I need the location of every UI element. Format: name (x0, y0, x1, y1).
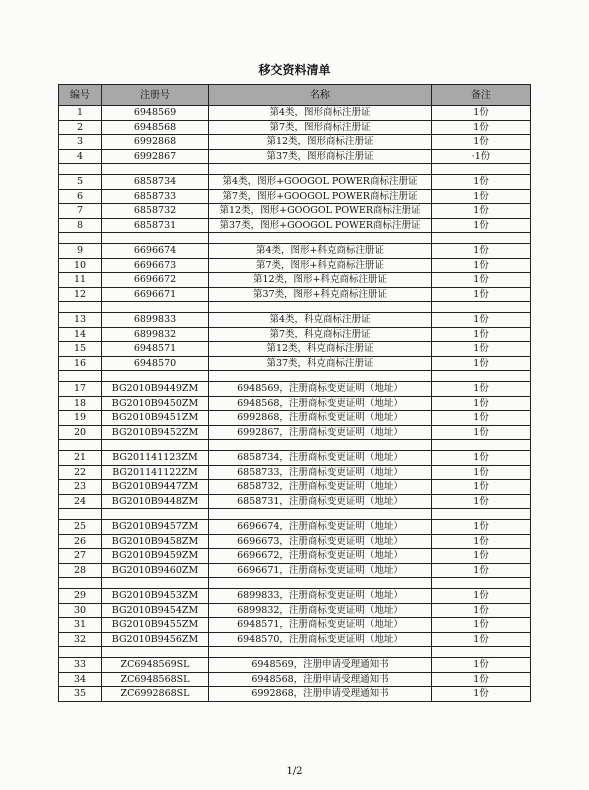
table-row (59, 396, 531, 411)
cell-registration-number: 6696672 (102, 273, 209, 288)
cell-registration-number: 6858734 (102, 175, 209, 190)
cell-registration-number: BG2010B9460ZM (102, 563, 209, 578)
empty-cell (209, 578, 432, 589)
table-row (59, 218, 531, 233)
empty-cell (59, 302, 102, 313)
group-separator-row (59, 647, 531, 658)
cell-name: 第12类，科克商标注册证 (209, 342, 432, 357)
cell-note: 1份 (432, 534, 531, 549)
cell-number: 2 (59, 120, 102, 135)
cell-number: 35 (59, 687, 102, 702)
cell-registration-number: 6899833 (102, 313, 209, 328)
cell-registration-number: 6992867 (102, 149, 209, 164)
cell-name: 第37类，科克商标注册证 (209, 356, 432, 371)
cell-note: 1份 (432, 135, 531, 150)
cell-number: 34 (59, 672, 102, 687)
table-row (59, 382, 531, 397)
table-row (59, 618, 531, 633)
cell-name: 6858731，注册商标变更证明（地址） (209, 494, 432, 509)
table-row (59, 244, 531, 259)
table-row (59, 189, 531, 204)
cell-number: 1 (59, 106, 102, 121)
cell-number: 15 (59, 342, 102, 357)
empty-cell (432, 509, 531, 520)
cell-note: 1份 (432, 520, 531, 535)
empty-cell (59, 578, 102, 589)
empty-cell (209, 371, 432, 382)
empty-cell (209, 440, 432, 451)
cell-registration-number: BG2010B9456ZM (102, 632, 209, 647)
page-number: 1/2 (286, 766, 303, 777)
table-row (59, 549, 531, 564)
table-row (59, 632, 531, 647)
cell-registration-number: BG2010B9448ZM (102, 494, 209, 509)
table-row (59, 204, 531, 219)
cell-name: 6992868，注册商标变更证明（地址） (209, 411, 432, 426)
cell-name: 6899833，注册商标变更证明（地址） (209, 589, 432, 604)
cell-number: 10 (59, 258, 102, 273)
cell-note: 1份 (432, 603, 531, 618)
table-row (59, 672, 531, 687)
cell-name: 第12类，图形+GOOGOL POWER商标注册证 (209, 204, 432, 219)
empty-cell (432, 440, 531, 451)
cell-note: 1份 (432, 465, 531, 480)
cell-registration-number: BG2010B9454ZM (102, 603, 209, 618)
cell-name: 6948569，注册商标变更证明（地址） (209, 382, 432, 397)
cell-note: 1份 (432, 632, 531, 647)
cell-number: 24 (59, 494, 102, 509)
cell-name: 第7类，科克商标注册证 (209, 327, 432, 342)
empty-cell (102, 509, 209, 520)
table-row (59, 149, 531, 164)
cell-note: 1份 (432, 672, 531, 687)
empty-cell (102, 371, 209, 382)
cell-note: 1份 (432, 494, 531, 509)
cell-name: 6992868，注册申请受理通知书 (209, 687, 432, 702)
header-number: 编号 (59, 85, 102, 106)
cell-registration-number: 6948568 (102, 120, 209, 135)
cell-note: 1份 (432, 382, 531, 397)
cell-note: 1份 (432, 589, 531, 604)
cell-number: 26 (59, 534, 102, 549)
cell-number: 5 (59, 175, 102, 190)
cell-name: 6858733，注册商标变更证明（地址） (209, 465, 432, 480)
cell-note: 1份 (432, 287, 531, 302)
cell-registration-number: 6948569 (102, 106, 209, 121)
cell-registration-number: ZC6948569SL (102, 658, 209, 673)
empty-cell (102, 164, 209, 175)
cell-note: 1份 (432, 120, 531, 135)
cell-note: 1份 (432, 396, 531, 411)
cell-note: 1份 (432, 244, 531, 259)
header-note: 备注 (432, 85, 531, 106)
cell-number: 25 (59, 520, 102, 535)
empty-cell (209, 509, 432, 520)
cell-note: 1份 (432, 411, 531, 426)
cell-number: 20 (59, 425, 102, 440)
cell-number: 19 (59, 411, 102, 426)
empty-cell (209, 647, 432, 658)
cell-note: 1份 (432, 189, 531, 204)
cell-registration-number: 6948571 (102, 342, 209, 357)
group-separator-row (59, 302, 531, 313)
cell-name: 6858734，注册商标变更证明（地址） (209, 451, 432, 466)
cell-registration-number: 6858733 (102, 189, 209, 204)
cell-number: 27 (59, 549, 102, 564)
cell-name: 6696671，注册商标变更证明（地址） (209, 563, 432, 578)
table-row (59, 106, 531, 121)
cell-number: 31 (59, 618, 102, 633)
cell-number: 28 (59, 563, 102, 578)
table-row (59, 175, 531, 190)
empty-cell (432, 302, 531, 313)
table-row (59, 589, 531, 604)
empty-cell (102, 647, 209, 658)
cell-registration-number: BG2010B9451ZM (102, 411, 209, 426)
cell-number: 3 (59, 135, 102, 150)
table-row (59, 356, 531, 371)
table-row (59, 287, 531, 302)
group-separator-row (59, 440, 531, 451)
group-separator-row (59, 233, 531, 244)
cell-number: 14 (59, 327, 102, 342)
table-row (59, 411, 531, 426)
cell-registration-number: BG2010B9458ZM (102, 534, 209, 549)
empty-cell (209, 233, 432, 244)
cell-note: ·1份 (432, 149, 531, 164)
empty-cell (102, 233, 209, 244)
table-row (59, 603, 531, 618)
empty-cell (432, 647, 531, 658)
cell-name: 第7类，图形+GOOGOL POWER商标注册证 (209, 189, 432, 204)
cell-note: 1份 (432, 451, 531, 466)
cell-number: 29 (59, 589, 102, 604)
cell-note: 1份 (432, 342, 531, 357)
cell-number: 7 (59, 204, 102, 219)
cell-name: 6992867，注册商标变更证明（地址） (209, 425, 432, 440)
cell-note: 1份 (432, 425, 531, 440)
cell-name: 第37类，图形+科克商标注册证 (209, 287, 432, 302)
cell-registration-number: BG2010B9455ZM (102, 618, 209, 633)
cell-number: 13 (59, 313, 102, 328)
cell-name: 第4类，图形+GOOGOL POWER商标注册证 (209, 175, 432, 190)
cell-name: 第4类，图形+科克商标注册证 (209, 244, 432, 259)
cell-name: 6696672，注册商标变更证明（地址） (209, 549, 432, 564)
group-separator-row (59, 578, 531, 589)
cell-note: 1份 (432, 273, 531, 288)
cell-note: 1份 (432, 658, 531, 673)
cell-number: 30 (59, 603, 102, 618)
cell-name: 6696674，注册商标变更证明（地址） (209, 520, 432, 535)
cell-number: 4 (59, 149, 102, 164)
empty-cell (102, 440, 209, 451)
cell-name: 6948570，注册商标变更证明（地址） (209, 632, 432, 647)
table-row (59, 563, 531, 578)
empty-cell (432, 233, 531, 244)
group-separator-row (59, 509, 531, 520)
empty-cell (432, 578, 531, 589)
cell-number: 22 (59, 465, 102, 480)
cell-name: 第12类，图形+科克商标注册证 (209, 273, 432, 288)
cell-number: 8 (59, 218, 102, 233)
cell-registration-number: 6696671 (102, 287, 209, 302)
table-row (59, 327, 531, 342)
cell-registration-number: 6899832 (102, 327, 209, 342)
cell-registration-number: BG2010B9453ZM (102, 589, 209, 604)
transfer-list-table (58, 84, 531, 702)
group-separator-row (59, 164, 531, 175)
cell-note: 1份 (432, 618, 531, 633)
cell-number: 18 (59, 396, 102, 411)
document-title: 移交资料清单 (258, 63, 331, 77)
header-registration-number: 注册号 (102, 85, 209, 106)
empty-cell (59, 440, 102, 451)
cell-note: 1份 (432, 106, 531, 121)
cell-note: 1份 (432, 563, 531, 578)
cell-registration-number: 6696674 (102, 244, 209, 259)
cell-name: 第37类，图形商标注册证 (209, 149, 432, 164)
group-separator-row (59, 371, 531, 382)
cell-registration-number: 6858731 (102, 218, 209, 233)
empty-cell (59, 233, 102, 244)
table-row (59, 120, 531, 135)
cell-name: 第4类，科克商标注册证 (209, 313, 432, 328)
table-row (59, 342, 531, 357)
cell-registration-number: BG2010B9449ZM (102, 382, 209, 397)
empty-cell (209, 302, 432, 313)
table-body (59, 106, 531, 702)
table-row (59, 135, 531, 150)
cell-number: 16 (59, 356, 102, 371)
empty-cell (102, 578, 209, 589)
cell-registration-number: ZC6948568SL (102, 672, 209, 687)
cell-name: 6948568，注册申请受理通知书 (209, 672, 432, 687)
table-row (59, 258, 531, 273)
table-row (59, 425, 531, 440)
table-row (59, 687, 531, 702)
cell-name: 6899832，注册商标变更证明（地址） (209, 603, 432, 618)
cell-registration-number: BG201141123ZM (102, 451, 209, 466)
cell-name: 6696673，注册商标变更证明（地址） (209, 534, 432, 549)
table-row (59, 313, 531, 328)
cell-registration-number: BG201141122ZM (102, 465, 209, 480)
cell-registration-number: 6858732 (102, 204, 209, 219)
table-header-row (59, 85, 531, 106)
cell-note: 1份 (432, 687, 531, 702)
empty-cell (59, 164, 102, 175)
empty-cell (59, 509, 102, 520)
cell-note: 1份 (432, 204, 531, 219)
cell-number: 21 (59, 451, 102, 466)
cell-name: 6948571，注册商标变更证明（地址） (209, 618, 432, 633)
cell-number: 32 (59, 632, 102, 647)
cell-registration-number: 6992868 (102, 135, 209, 150)
table-row (59, 451, 531, 466)
cell-name: 第12类，图形商标注册证 (209, 135, 432, 150)
cell-number: 6 (59, 189, 102, 204)
cell-note: 1份 (432, 258, 531, 273)
cell-number: 23 (59, 480, 102, 495)
cell-name: 第37类，图形+GOOGOL POWER商标注册证 (209, 218, 432, 233)
cell-number: 17 (59, 382, 102, 397)
cell-name: 6948568，注册商标变更证明（地址） (209, 396, 432, 411)
table-row (59, 480, 531, 495)
cell-note: 1份 (432, 356, 531, 371)
table-row (59, 658, 531, 673)
empty-cell (102, 302, 209, 313)
header-name: 名称 (209, 85, 432, 106)
cell-number: 9 (59, 244, 102, 259)
empty-cell (59, 647, 102, 658)
empty-cell (432, 371, 531, 382)
cell-note: 1份 (432, 480, 531, 495)
cell-name: 第4类，图形商标注册证 (209, 106, 432, 121)
table-row (59, 273, 531, 288)
cell-note: 1份 (432, 327, 531, 342)
empty-cell (59, 371, 102, 382)
cell-registration-number: BG2010B9457ZM (102, 520, 209, 535)
empty-cell (209, 164, 432, 175)
table-row (59, 520, 531, 535)
cell-registration-number: BG2010B9447ZM (102, 480, 209, 495)
empty-cell (432, 164, 531, 175)
cell-number: 33 (59, 658, 102, 673)
cell-registration-number: BG2010B9452ZM (102, 425, 209, 440)
cell-number: 11 (59, 273, 102, 288)
table-row (59, 465, 531, 480)
cell-note: 1份 (432, 549, 531, 564)
cell-name: 第7类，图形商标注册证 (209, 120, 432, 135)
cell-registration-number: BG2010B9450ZM (102, 396, 209, 411)
cell-note: 1份 (432, 218, 531, 233)
cell-name: 6948569，注册申请受理通知书 (209, 658, 432, 673)
table-row (59, 534, 531, 549)
cell-registration-number: BG2010B9459ZM (102, 549, 209, 564)
table-row (59, 494, 531, 509)
cell-registration-number: ZC6992868SL (102, 687, 209, 702)
cell-registration-number: 6696673 (102, 258, 209, 273)
cell-name: 第7类，图形+科克商标注册证 (209, 258, 432, 273)
cell-note: 1份 (432, 313, 531, 328)
cell-name: 6858732，注册商标变更证明（地址） (209, 480, 432, 495)
cell-note: 1份 (432, 175, 531, 190)
cell-registration-number: 6948570 (102, 356, 209, 371)
cell-number: 12 (59, 287, 102, 302)
